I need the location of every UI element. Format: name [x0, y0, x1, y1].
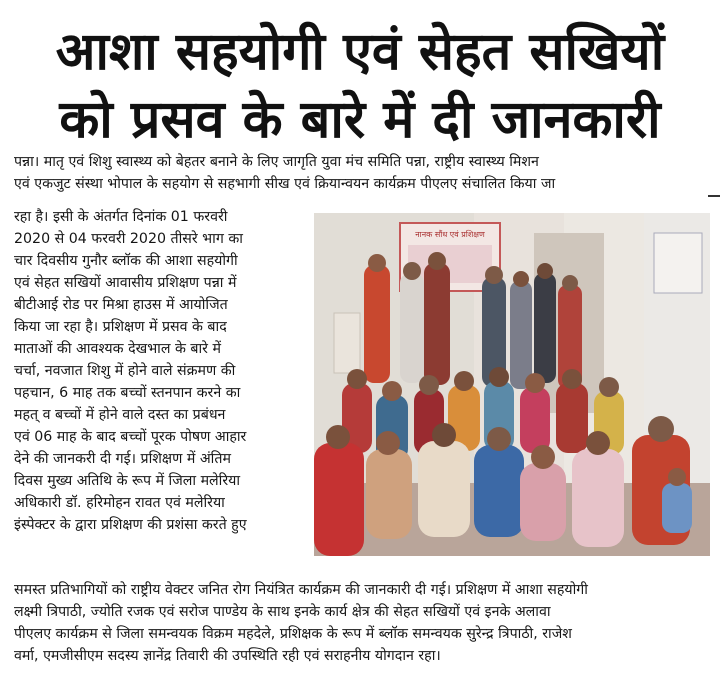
column-line: 2020 से 04 फरवरी 2020 तीसरे भाग का [14, 231, 243, 247]
intro-line: एवं एकजुट संस्था भोपाल के सहयोग से सहभागी सीख एवं क्रियान्वयन कार्यक्रम पीएलए संचालित किया जा [14, 176, 556, 192]
column-line: इंस्पेक्टर के द्वारा प्रशिक्षण की प्रशंसा करते हुए [14, 517, 247, 533]
column-line: महत् व बच्चों में होने वाले दस्त का प्रबंधन [14, 407, 226, 423]
column-line: रहा है। इसी के अंतर्गत दिनांक 01 फरवरी [14, 209, 228, 225]
column-line: पहचान, 6 माह तक बच्चों स्तनपान करने का [14, 385, 241, 401]
column-line: चर्चा, नवजात शिशु में होने वाले संक्रमण की [14, 363, 236, 379]
intro-line: पन्ना। मातृ एवं शिशु स्वास्थ्य को बेहतर बनाने के लिए जागृति युवा मंच समिति पन्ना, राष्ट्रीय स्वास्थ्य मिशन [14, 154, 539, 170]
banner-text: नानक सौंध एवं प्रशिक्षण [415, 230, 485, 239]
column-line: बीटीआई रोड पर मिश्रा हाउस में आयोजित [14, 297, 228, 313]
headline-line-1: आशा सहयोगी एवं सेहत सखियों [55, 22, 665, 82]
closing-line: पीएलए कार्यक्रम से जिला समन्वयक विक्रम महदेले, प्रशिक्षक के रूप में ब्लॉक समन्वयक सुरेन्द्र त्रिपाठी, राजेश [14, 626, 572, 642]
column-line: एवं सेहत सखियों आवासीय प्रशिक्षण पन्ना में [14, 275, 237, 291]
column-line: किया जा रहा है। प्रशिक्षण में प्रसव के बाद [14, 319, 227, 335]
group-photo-icon [314, 213, 710, 556]
closing-line: वर्मा, एमजीसीएम सदस्य ज्ञानेंद्र तिवारी की उपस्थिति रही एवं सराहनीय योगदान रहा। [14, 648, 441, 664]
column-line: एवं 06 माह के बाद बच्चों पूरक पोषण आहार [14, 429, 247, 445]
column-line: दिवस मुख्य अतिथि के रूप में जिला मलेरिया [14, 473, 241, 489]
hyphen-mark [708, 195, 720, 197]
closing-line: लक्ष्मी त्रिपाठी, ज्योति रजक एवं सरोज पाण्डेय के साथ इनके कार्य क्षेत्र की सेहत सखियों एवं इनके अलावा [14, 604, 551, 620]
column-line: चार दिवसीय गुनौर ब्लॉक की आशा सहयोगी [14, 253, 238, 269]
column-line: अधिकारी डॉ. हरिमोहन रावत एवं मलेरिया [14, 495, 225, 511]
group-photo [314, 213, 710, 556]
closing-line: समस्त प्रतिभागियों को राष्ट्रीय वेक्टर जनित रोग नियंत्रित कार्यक्रम की जानकारी दी गई। प्रशिक्षण में आशा सहयोगी [14, 582, 588, 598]
column-line: देने की जानकरी दी गई। प्रशिक्षण में अंतिम [14, 451, 231, 467]
column-line: माताओं की आवश्यक देखभाल के बारे में [14, 341, 221, 357]
headline-line-2: को प्रसव के बारे में दी जानकारी [59, 90, 661, 150]
